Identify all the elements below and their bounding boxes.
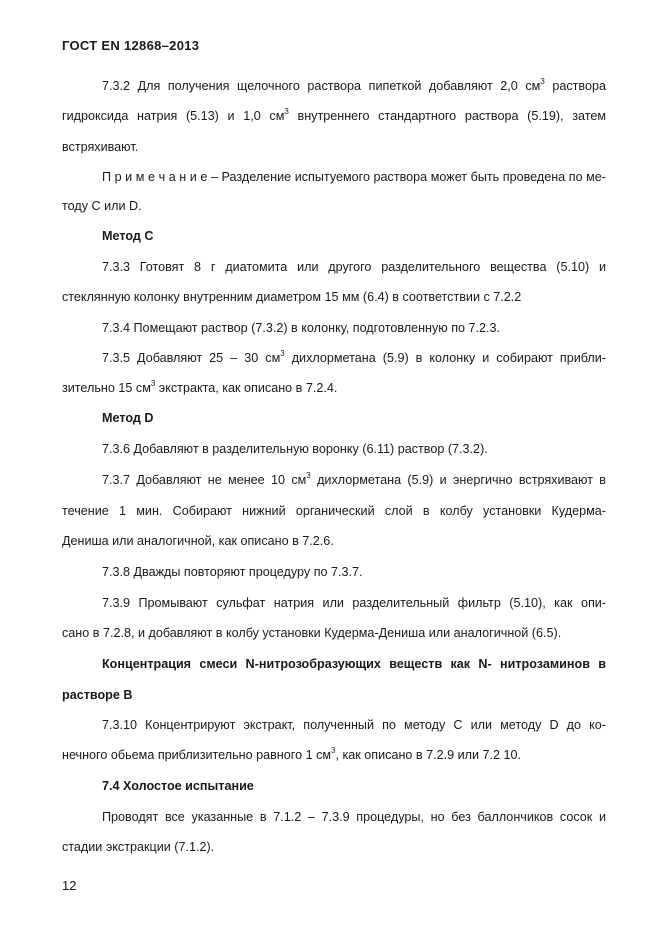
superscript: 3 bbox=[150, 379, 156, 388]
paragraph-7-3-8: 7.3.8 Дважды повторяют процедуру по 7.3.7. bbox=[102, 565, 363, 579]
text: экстракта, как описано в 7.2.4. bbox=[155, 381, 338, 395]
text: внутреннего стандартного раствора (5.19), затем bbox=[288, 109, 606, 123]
text: нечного обьема приблизительно равного 1 см bbox=[62, 748, 332, 762]
text: дихлорметана (5.9) в колонку и собирают прибли- bbox=[284, 351, 606, 365]
document-header: ГОСТ EN 12868–2013 bbox=[62, 38, 200, 53]
paragraph-7-3-7-line-1 bbox=[102, 473, 606, 487]
paragraph-7-3-10-line-1: 7.3.10 Концентрируют экстракт, полученный по методу С или методу D до ко- bbox=[102, 718, 606, 732]
paragraph-7-3-2-line-2 bbox=[62, 109, 606, 123]
paragraph-7-3-6: 7.3.6 Добавляют в разделительную воронку (6.11) раствор (7.3.2). bbox=[102, 442, 488, 456]
paragraph-7-3-2-line-1 bbox=[102, 79, 606, 93]
superscript: 3 bbox=[540, 77, 545, 86]
text: 7.3.7 Добавляют не менее 10 см bbox=[102, 473, 307, 487]
concentration-heading-line-2: растворе В bbox=[62, 688, 133, 702]
paragraph-7-3-9-line-2: сано в 7.2.8, и добавляют в колбу установки Кудерма-Дениша или аналогичной (6.5). bbox=[62, 626, 562, 640]
paragraph-7-3-4: 7.3.4 Помещают раствор (7.3.2) в колонку, подготовленную по 7.2.3. bbox=[102, 321, 501, 335]
superscript: 3 bbox=[284, 107, 289, 116]
text: раствора bbox=[544, 79, 606, 93]
text: , как описано в 7.2.9 или 7.2 10. bbox=[335, 748, 522, 762]
paragraph-7-4-line-2: стадии экстракции (7.1.2). bbox=[62, 840, 215, 854]
page-number: 12 bbox=[62, 878, 77, 893]
paragraph-7-3-5-line-2 bbox=[62, 381, 337, 395]
paragraph-7-3-5-line-1 bbox=[102, 351, 606, 365]
concentration-heading-line-1: Концентрация смеси N-нитрозобразующих веществ как N- нитрозаминов в bbox=[102, 657, 606, 671]
text: 7.3.2 Для получения щелочного раствора пипеткой добавляют 2,0 см bbox=[102, 79, 541, 93]
method-d-heading: Метод D bbox=[102, 411, 154, 425]
paragraph-7-3-7-line-3: Дениша или аналогичной, как описано в 7.2.6. bbox=[62, 534, 334, 548]
superscript: 3 bbox=[280, 349, 285, 358]
note-line-2: тоду С или D. bbox=[62, 199, 142, 213]
text: 7.3.5 Добавляют 25 – 30 см bbox=[102, 351, 281, 365]
superscript: 3 bbox=[306, 471, 311, 480]
paragraph-7-3-3-line-2: стеклянную колонку внутренним диаметром 15 мм (6.4) в соответствии с 7.2.2 bbox=[62, 290, 522, 304]
paragraph-7-3-9-line-1: 7.3.9 Промывают сульфат натрия или разделительный фильтр (5.10), как опи- bbox=[102, 596, 606, 610]
text: гидроксида натрия (5.13) и 1,0 см bbox=[62, 109, 285, 123]
section-7-4-heading: 7.4 Холостое испытание bbox=[102, 779, 254, 793]
method-c-heading: Метод С bbox=[102, 229, 154, 243]
note-line-1: П р и м е ч а н и е – Разделение испытуемого раствора может быть проведена по ме- bbox=[102, 170, 606, 184]
paragraph-7-3-3-line-1: 7.3.3 Готовят 8 г диатомита или другого разделительного вещества (5.10) и bbox=[102, 260, 606, 274]
text: зительно 15 см bbox=[62, 381, 151, 395]
paragraph-7-3-7-line-2: течение 1 мин. Собирают нижний органический слой в колбу установки Кудерма- bbox=[62, 504, 606, 518]
paragraph-7-3-10-line-2 bbox=[62, 748, 521, 762]
text: дихлорметана (5.9) и энергично встряхивают в bbox=[310, 473, 606, 487]
paragraph-7-3-2-line-3: встряхивают. bbox=[62, 140, 139, 154]
paragraph-7-4-line-1: Проводят все указанные в 7.1.2 – 7.3.9 процедуры, но без баллончиков сосок и bbox=[102, 810, 606, 824]
superscript: 3 bbox=[331, 746, 336, 755]
